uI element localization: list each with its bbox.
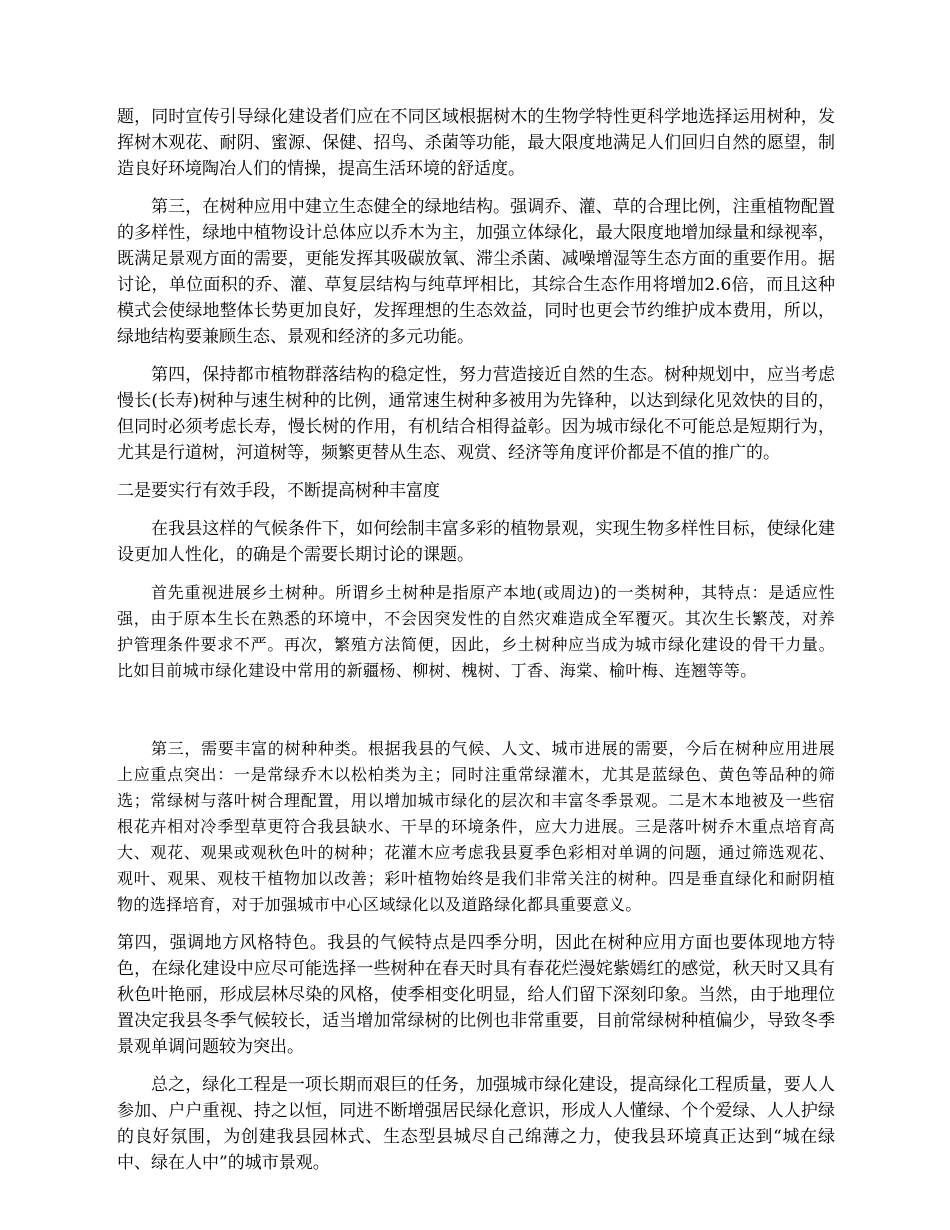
paragraph-third-structure: 第三，在树种应用中建立生态健全的绿地结构。强调乔、灌、草的合理比例，注重植物配置的多样性，绿地中植物设计总体应以乔木为主，加强立体绿化，最大限度地增加绿量和绿视率，既满足景观方面的需要，更能发挥其吸碳放氧、滞尘杀菌、减噪增湿等生态方面的重要作用。据讨论，单位面积的乔、灌、草复层结构与纯草坪相比，其综合生态作用将增加2.6倍，而且这种模式会使绿地整体长势更加良好，发挥理想的生态效益，同时也更会节约维护成本费用，所以，绿地结构要兼顾生态、景观和经济的多元功能。 (117, 197, 835, 347)
paragraph-continuation: 题，同时宣传引导绿化建设者们应在不同区域根据树木的生物学特性更科学地选择运用树种，发挥树木观花、耐阴、蜜源、保健、招鸟、杀菌等功能，最大限度地满足人们回归自然的愿望，制造良好环境陶冶人们的情操，提高生活环境的舒适度。 (117, 107, 835, 179)
paragraph-fourth-local-style: 第四，强调地方风格特色。我县的气候特点是四季分明，因此在树种应用方面也要体现地方特色，在绿化建设中应尽可能选择一些树种在春天时具有春花烂漫姹紫嫣红的感觉，秋天时又具有秋色叶艳丽，形成层林尽染的风格，使季相变化明显，给人们留下深刻印象。当然，由于地理位置决定我县冬季气候较长，适当增加常绿树的比例也非常重要，目前常绿树种植偏少，导致冬季景观单调问题较为突出。 (117, 933, 835, 1057)
paragraph-intro-diversity: 在我县这样的气候条件下，如何绘制丰富多彩的植物景观，实现生物多样性目标，使绿化建设更加人性化，的确是个需要长期讨论的课题。 (117, 519, 835, 565)
paragraph-third-species-variety: 第三，需要丰富的树种种类。根据我县的气候、人文、城市进展的需要，今后在树种应用进展上应重点突出：一是常绿乔木以松柏类为主；同时注重常绿灌木，尤其是蓝绿色、黄色等品种的筛选；常绿树与落叶树合理配置，用以增加城市绿化的层次和丰富冬季景观。二是木本地被及一些宿根花卉相对冷季型草更符合我县缺水、干旱的环境条件，应大力进展。三是落叶树乔木重点培育高大、观花、观果或观秋色叶的树种；花灌木应考虑我县夏季色彩相对单调的问题，通过筛选观花、观叶、观果、观枝干植物加以改善；彩叶植物始终是我们非常关注的树种。四是垂直绿化和耐阴植物的选择培育，对于加强城市中心区域绿化以及道路绿化都具重要意义。 (117, 739, 835, 914)
blank-gap (117, 696, 835, 736)
paragraph-fourth-stability: 第四，保持都市植物群落结构的稳定性，努力营造接近自然的生态。树种规划中，应当考虑慢长(长寿)树种与速生树种的比例，通常速生树种多被用为先锋种，以达到绿化见效快的目的，但同时必须考虑长寿，慢长树的作用，有机结合相得益彰。因为城市绿化不可能总是短期行为，尤其是行道树，河道树等，频繁更替从生态、观赏、经济等角度评价都是不值的推广的。 (117, 365, 835, 463)
paragraph-conclusion: 总之，绿化工程是一项长期而艰巨的任务，加强城市绿化建设，提高绿化工程质量，要人人参加、户户重视、持之以恒，同进不断增强居民绿化意识，形成人人懂绿、个个爱绿、人人护绿的良好氛围，为创建我县园林式、生态型县城尽自己绵薄之力，使我县环境真正达到“城在绿中、绿在人中”的城市景观。 (117, 1075, 835, 1173)
paragraph-native-species: 首先重视进展乡土树种。所谓乡土树种是指原产本地(或周边)的一类树种，其特点：是适应性强，由于原本生长在熟悉的环境中，不会因突发性的自然灾难造成全军覆灭。其次生长繁茂，对养护管理条件要求不严。再次，繁殖方法简便，因此，乡土树种应当成为城市绿化建设的骨干力量。比如目前城市绿化建设中常用的新疆杨、柳树、槐树、丁香、海棠、榆叶梅、连翘等等。 (117, 583, 835, 680)
section-heading: 二是要实行有效手段，不断提高树种丰富度 (117, 481, 440, 501)
document-page (117, 104, 835, 1188)
